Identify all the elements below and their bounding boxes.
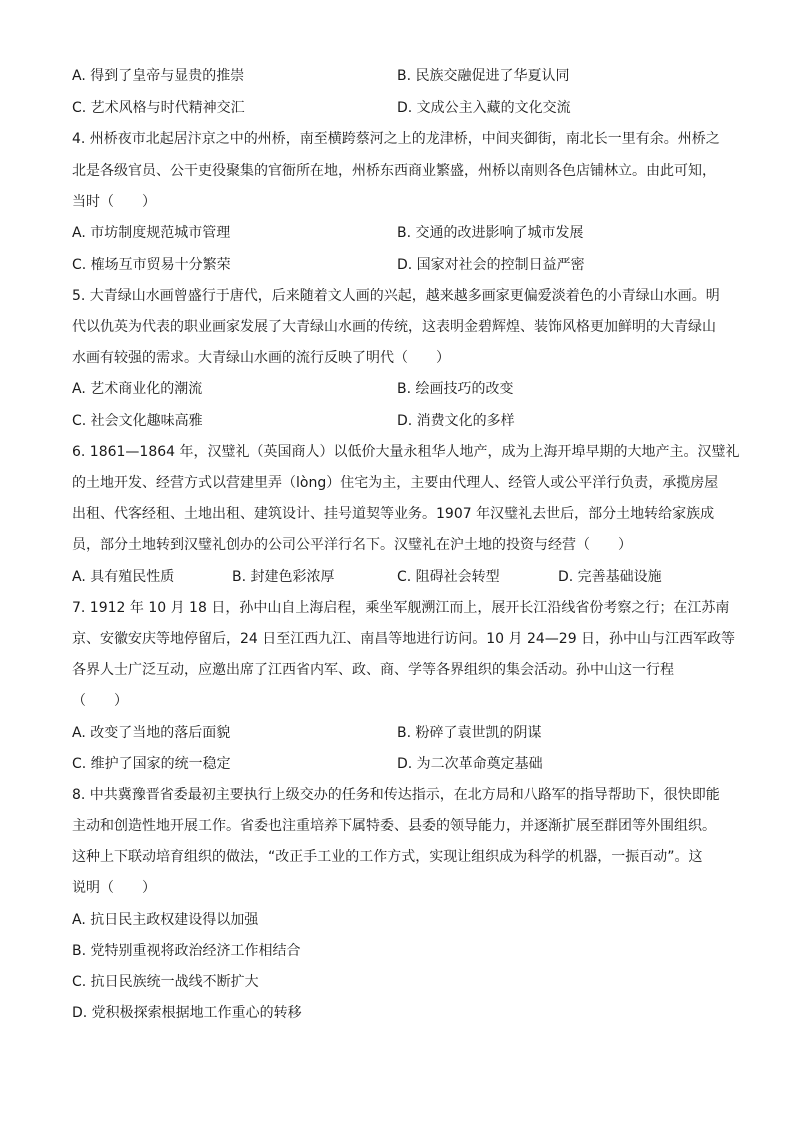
q8-stem-line: 这种上下联动培育组织的做法，“改正手工业的工作方式，实现让组织成为科学的机器，一振百动”。这 <box>72 849 703 865</box>
q5-option-b: B. 绘画技巧的改变 <box>397 381 514 397</box>
q3-option-c: C. 艺术风格与时代精神交汇 <box>72 100 245 116</box>
q6-stem-line: 的土地开发、经营方式以营建里弄（lòng）住宅为主，主要由代理人、经管人或公平洋行负责，承揽房屋 <box>72 475 719 491</box>
q7-stem-line: （ ） <box>72 693 128 709</box>
q4-stem-line: 当时（ ） <box>72 194 156 210</box>
q5-stem-line: 水画有较强的需求。大青绿山水画的流行反映了明代（ ） <box>72 350 450 366</box>
q5-stem-line: 代以仇英为代表的职业画家发展了大青绿山水画的传统，这表明金碧辉煌、装饰风格更加鲜明的大青绿山 <box>72 319 716 335</box>
q4-stem-line: 北是各级官员、公干吏役聚集的官衙所在地，州桥东西商业繁盛，州桥以南则各色店铺林立。由此可知， <box>72 163 716 179</box>
q5-option-d: D. 消费文化的多样 <box>397 413 515 429</box>
q6-option-d: D. 完善基础设施 <box>558 569 662 585</box>
q4-option-a: A. 市坊制度规范城市管理 <box>72 225 231 241</box>
q7-option-d: D. 为二次革命奠定基础 <box>397 756 543 772</box>
q7-option-b: B. 粉碎了袁世凯的阴谋 <box>397 725 542 741</box>
q8-option-d: D. 党积极探索根据地工作重心的转移 <box>72 1005 302 1021</box>
q8-option-a: A. 抗日民主政权建设得以加强 <box>72 912 259 928</box>
q5-option-a: A. 艺术商业化的潮流 <box>72 381 203 397</box>
q3-option-a: A. 得到了皇帝与显贵的推崇 <box>72 68 245 84</box>
q6-option-b: B. 封建色彩浓厚 <box>232 569 335 585</box>
q6-stem-line: 6. 1861—1864 年，汉璧礼（英国商人）以低价大量永租华人地产，成为上海开埠早期的大地产主。汉璧礼 <box>72 444 740 460</box>
q4-option-c: C. 榷场互市贸易十分繁荣 <box>72 257 231 273</box>
q6-stem-line: 出租、代客经租、土地出租、建筑设计、挂号道契等业务。1907 年汉璧礼去世后，部分土地转给家族成 <box>72 506 715 522</box>
q7-option-a: A. 改变了当地的落后面貌 <box>72 725 231 741</box>
q8-option-b: B. 党特别重视将政治经济工作相结合 <box>72 943 301 959</box>
q7-stem-line: 京、安徽安庆等地停留后，24 日至江西九江、南昌等地进行访问。10 月 24—29 日，孙中山与江西军政等 <box>72 631 736 647</box>
q5-option-c: C. 社会文化趣味高雅 <box>72 413 203 429</box>
q7-option-c: C. 维护了国家的统一稳定 <box>72 756 231 772</box>
q7-stem-line: 各界人士广泛互动，应邀出席了江西省内军、政、商、学等各界组织的集会活动。孙中山这一行程 <box>72 662 674 678</box>
q6-option-c: C. 阻碍社会转型 <box>397 569 500 585</box>
q5-stem-line: 5. 大青绿山水画曾盛行于唐代，后来随着文人画的兴起，越来越多画家更偏爱淡着色的小青绿山水画。明 <box>72 288 720 304</box>
q8-stem-line: 主动和创造性地开展工作。省委也注重培养下属特委、县委的领导能力，并逐渐扩展至群团等外围组织。 <box>72 818 716 834</box>
q3-option-b: B. 民族交融促进了华夏认同 <box>397 68 570 84</box>
q4-option-b: B. 交通的改进影响了城市发展 <box>397 225 584 241</box>
q6-option-a: A. 具有殖民性质 <box>72 569 175 585</box>
q7-stem-line: 7. 1912 年 10 月 18 日，孙中山自上海启程，乘坐军舰溯江而上，展开长江沿线省份考察之行；在江苏南 <box>72 600 730 616</box>
q4-stem-line: 4. 州桥夜市北起居汴京之中的州桥，南至横跨蔡河之上的龙津桥，中间夹御街，南北长一里有余。州桥之 <box>72 131 720 147</box>
q8-stem-line: 8. 中共冀豫晋省委最初主要执行上级交办的任务和传达指示，在北方局和八路军的指导帮助下，很快即能 <box>72 787 720 803</box>
q4-option-d: D. 国家对社会的控制日益严密 <box>397 257 585 273</box>
q8-option-c: C. 抗日民族统一战线不断扩大 <box>72 974 259 990</box>
q8-stem-line: 说明（ ） <box>72 880 156 896</box>
q6-stem-line: 员，部分土地转到汉璧礼创办的公司公平洋行名下。汉璧礼在沪土地的投资与经营（ ） <box>72 537 632 553</box>
q3-option-d: D. 文成公主入藏的文化交流 <box>397 100 571 116</box>
